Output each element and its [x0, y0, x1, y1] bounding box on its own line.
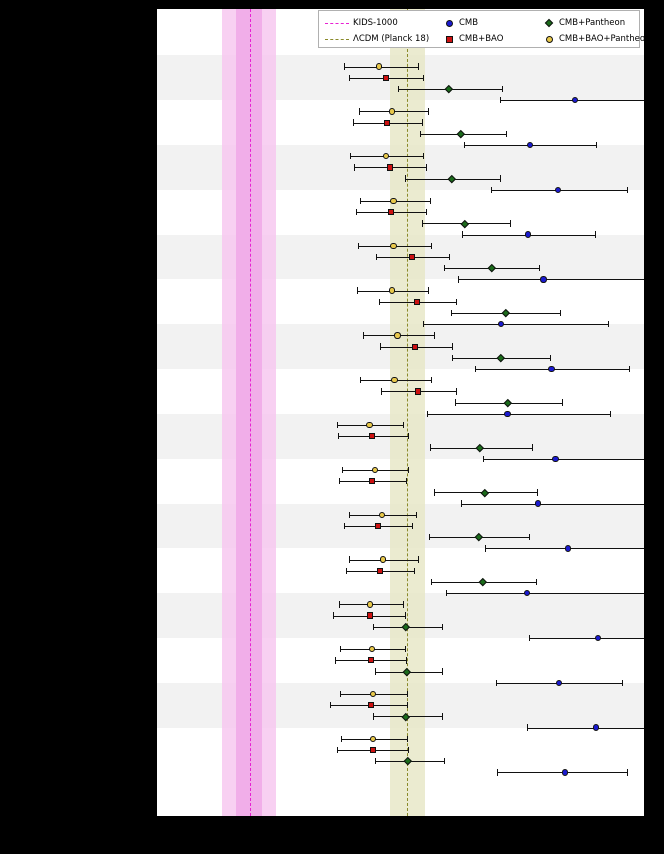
data-point-cmb	[548, 366, 554, 372]
error-bar-cap	[442, 668, 443, 674]
data-point-cmb-bao	[383, 75, 389, 81]
error-bar	[446, 593, 645, 594]
error-bar-cap	[529, 534, 530, 540]
data-point-cmb-bao-pantheon	[372, 467, 378, 473]
data-point-cmb-bao-pantheon	[394, 332, 400, 338]
error-bar-cap	[337, 747, 338, 753]
error-bar-cap	[444, 265, 445, 271]
data-point-cmb-bao-pantheon	[366, 422, 372, 428]
data-point-cmb-bao	[368, 702, 374, 708]
error-bar-cap	[622, 680, 623, 686]
error-bar-cap	[483, 456, 484, 462]
data-point-cmb-pantheon	[479, 578, 487, 586]
data-point-cmb-pantheon	[504, 399, 512, 407]
data-point-cmb-pantheon	[502, 309, 510, 317]
data-point-cmb	[552, 456, 558, 462]
error-bar-cap	[434, 489, 435, 495]
data-point-cmb	[595, 635, 601, 641]
error-bar-cap	[627, 769, 628, 775]
error-bar-cap	[418, 556, 419, 562]
error-bar-cap	[353, 119, 354, 125]
legend-label: ΛCDM (Planck 18)	[353, 34, 430, 44]
error-bar-cap	[341, 736, 342, 742]
data-point-cmb-bao-pantheon	[379, 512, 385, 518]
error-bar-cap	[337, 422, 338, 428]
error-bar-cap	[398, 86, 399, 92]
error-bar-cap	[357, 287, 358, 293]
error-bar-cap	[431, 377, 432, 383]
legend	[318, 10, 651, 48]
error-bar-cap	[416, 512, 417, 518]
error-bar-cap	[349, 75, 350, 81]
error-bar-cap	[500, 97, 501, 103]
legend-marker-circle-icon	[446, 20, 453, 27]
data-point-cmb	[572, 97, 578, 103]
error-bar	[483, 459, 645, 460]
error-bar-cap	[376, 254, 377, 260]
data-point-cmb-bao-pantheon	[376, 63, 382, 69]
data-point-cmb-bao	[409, 254, 415, 260]
error-bar-cap	[346, 568, 347, 574]
error-bar-cap	[431, 579, 432, 585]
error-bar-cap	[342, 467, 343, 473]
error-bar-cap	[354, 164, 355, 170]
error-bar-cap	[506, 131, 507, 137]
legend-marker-circle-icon	[546, 36, 553, 43]
data-point-cmb-bao-pantheon	[390, 198, 396, 204]
error-bar-cap	[335, 657, 336, 663]
error-bar-cap	[449, 254, 450, 260]
error-bar-cap	[380, 343, 381, 349]
error-bar-cap	[363, 332, 364, 338]
legend-label: CMB	[459, 18, 479, 28]
error-bar	[458, 279, 645, 280]
error-bar-cap	[359, 108, 360, 114]
error-bar-cap	[496, 680, 497, 686]
error-bar-cap	[426, 164, 427, 170]
error-bar-cap	[491, 187, 492, 193]
error-bar-cap	[428, 108, 429, 114]
plot-area	[156, 8, 645, 817]
error-bar-cap	[418, 63, 419, 69]
error-bar-cap	[333, 612, 334, 618]
legend-line-swatch	[325, 23, 349, 24]
data-point-cmb	[535, 500, 541, 506]
data-point-cmb-bao-pantheon	[390, 243, 396, 249]
error-bar-cap	[608, 321, 609, 327]
error-bar-cap	[407, 702, 408, 708]
data-point-cmb-bao	[367, 612, 373, 618]
error-bar-cap	[500, 175, 501, 181]
error-bar-cap	[373, 713, 374, 719]
error-bar	[527, 728, 645, 729]
error-bar-cap	[595, 231, 596, 237]
error-bar-cap	[455, 399, 456, 405]
error-bar-cap	[340, 646, 341, 652]
data-point-cmb-bao	[377, 568, 383, 574]
error-bar-cap	[429, 534, 430, 540]
error-bar-cap	[627, 187, 628, 193]
error-bar-cap	[406, 478, 407, 484]
data-point-cmb	[593, 724, 599, 730]
error-bar-cap	[442, 713, 443, 719]
error-bar-cap	[458, 276, 459, 282]
reference-line	[250, 9, 251, 816]
error-bar-cap	[452, 343, 453, 349]
error-bar	[427, 414, 610, 415]
error-bar-cap	[403, 601, 404, 607]
error-bar-cap	[422, 220, 423, 226]
error-bar-cap	[403, 422, 404, 428]
data-point-cmb-bao	[368, 657, 374, 663]
error-bar-cap	[340, 691, 341, 697]
error-bar-cap	[349, 512, 350, 518]
legend-marker-diamond-icon	[545, 19, 553, 27]
error-bar-cap	[360, 198, 361, 204]
error-bar-cap	[405, 646, 406, 652]
error-bar-cap	[562, 399, 563, 405]
data-point-cmb	[540, 276, 546, 282]
error-bar-cap	[375, 758, 376, 764]
error-bar-cap	[426, 209, 427, 215]
legend-line-swatch	[325, 39, 349, 40]
error-bar-cap	[629, 366, 630, 372]
error-bar-cap	[431, 243, 432, 249]
error-bar-cap	[456, 299, 457, 305]
data-point-cmb-bao	[370, 747, 376, 753]
error-bar-cap	[464, 142, 465, 148]
error-bar-cap	[427, 411, 428, 417]
error-bar-cap	[502, 86, 503, 92]
error-bar-cap	[527, 724, 528, 730]
error-bar-cap	[412, 523, 413, 529]
error-bar	[423, 324, 608, 325]
data-point-cmb-bao	[369, 478, 375, 484]
error-bar-cap	[407, 691, 408, 697]
error-bar-cap	[539, 265, 540, 271]
error-bar-cap	[456, 388, 457, 394]
error-bar-cap	[537, 489, 538, 495]
error-bar	[461, 504, 645, 505]
data-point-cmb-bao-pantheon	[389, 108, 395, 114]
error-bar-cap	[344, 63, 345, 69]
error-bar-cap	[356, 209, 357, 215]
data-point-cmb-bao	[375, 523, 381, 529]
legend-marker-square-icon	[446, 36, 453, 43]
error-bar-cap	[422, 119, 423, 125]
error-bar-cap	[430, 444, 431, 450]
error-bar-cap	[375, 668, 376, 674]
error-bar-cap	[536, 579, 537, 585]
error-bar-cap	[428, 287, 429, 293]
error-bar-cap	[451, 310, 452, 316]
data-point-cmb	[504, 411, 510, 417]
error-bar-cap	[379, 299, 380, 305]
error-bar-cap	[610, 411, 611, 417]
data-point-cmb-bao	[369, 433, 375, 439]
data-point-cmb-bao	[384, 120, 390, 126]
error-bar-cap	[550, 355, 551, 361]
error-bar-cap	[414, 568, 415, 574]
error-bar-cap	[461, 500, 462, 506]
data-point-cmb-bao-pantheon	[370, 736, 376, 742]
data-point-cmb-bao-pantheon	[380, 556, 386, 562]
data-point-cmb-bao	[412, 344, 418, 350]
error-bar-cap	[532, 444, 533, 450]
error-bar-cap	[430, 198, 431, 204]
error-bar-cap	[344, 523, 345, 529]
data-point-cmb-bao-pantheon	[369, 646, 375, 652]
error-bar-cap	[408, 467, 409, 473]
data-point-cmb	[565, 545, 571, 551]
error-bar-cap	[338, 433, 339, 439]
error-bar-cap	[497, 769, 498, 775]
error-bar-cap	[405, 175, 406, 181]
data-point-cmb-bao-pantheon	[389, 287, 395, 293]
error-bar-cap	[381, 388, 382, 394]
error-bar-cap	[510, 220, 511, 226]
error-bar-cap	[350, 153, 351, 159]
error-bar-cap	[452, 355, 453, 361]
error-bar-cap	[408, 747, 409, 753]
data-point-cmb-pantheon	[457, 130, 465, 138]
error-bar-cap	[423, 153, 424, 159]
error-bar-cap	[330, 702, 331, 708]
error-bar-cap	[339, 601, 340, 607]
data-point-cmb-bao	[388, 209, 394, 215]
error-bar-cap	[408, 433, 409, 439]
error-bar-cap	[560, 310, 561, 316]
legend-label: CMB+BAO+Pantheon	[559, 34, 651, 44]
legend-label: CMB+Pantheon	[559, 18, 626, 28]
data-point-cmb	[525, 231, 531, 237]
error-bar-cap	[462, 231, 463, 237]
error-bar-cap	[485, 545, 486, 551]
error-bar-cap	[475, 366, 476, 372]
error-bar-cap	[423, 75, 424, 81]
error-bar-cap	[406, 657, 407, 663]
data-point-cmb-pantheon	[481, 488, 489, 496]
error-bar-cap	[446, 590, 447, 596]
data-point-cmb	[555, 187, 561, 193]
data-point-cmb	[562, 769, 568, 775]
legend-label: CMB+BAO	[459, 34, 504, 44]
error-bar-cap	[339, 478, 340, 484]
legend-label: KIDS-1000	[353, 18, 398, 28]
error-bar-cap	[360, 377, 361, 383]
data-point-cmb-bao	[414, 299, 420, 305]
error-bar	[529, 638, 645, 639]
error-bar-cap	[434, 332, 435, 338]
data-point-cmb-bao	[387, 164, 393, 170]
data-point-cmb-bao	[415, 388, 421, 394]
error-bar-cap	[423, 321, 424, 327]
error-bar-cap	[596, 142, 597, 148]
error-bar-cap	[529, 635, 530, 641]
error-bar-cap	[407, 736, 408, 742]
data-point-cmb-pantheon	[461, 219, 469, 227]
error-bar-cap	[420, 131, 421, 137]
error-bar-cap	[405, 612, 406, 618]
error-bar-cap	[349, 556, 350, 562]
error-bar-cap	[373, 624, 374, 630]
error-bar-cap	[444, 758, 445, 764]
error-bar-cap	[442, 624, 443, 630]
error-bar-cap	[358, 243, 359, 249]
data-point-cmb-bao-pantheon	[367, 601, 373, 607]
